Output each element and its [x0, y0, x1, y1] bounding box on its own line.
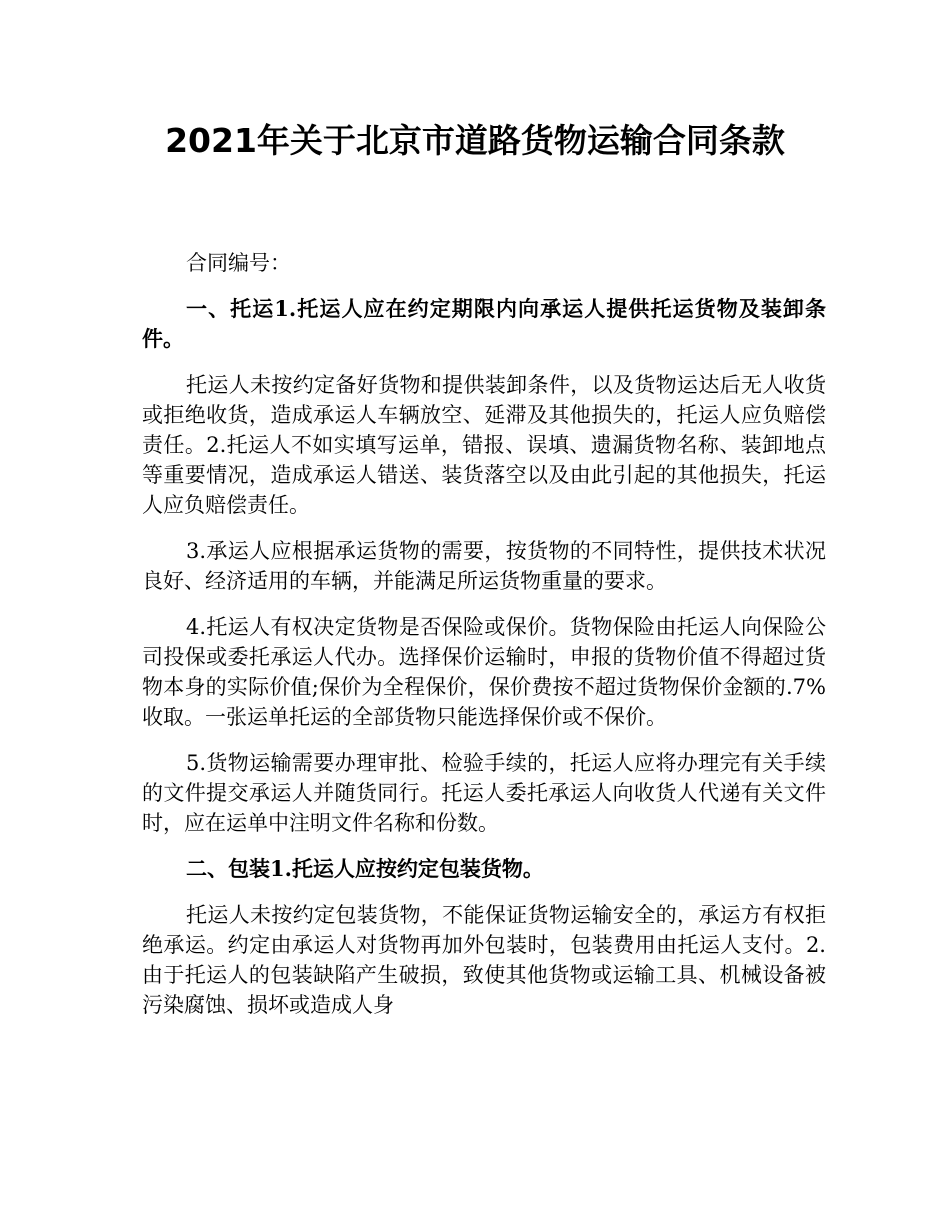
- section-heading-packaging: 二、包装1.托运人应按约定包装货物。: [186, 856, 544, 881]
- contract-number-label: 合同编号：: [186, 251, 291, 275]
- document-body: [142, 248, 826, 1036]
- section-heading-consignment: 一、托运1.托运人应在约定期限内向承运人提供托运货物及装卸条件。: [142, 296, 826, 351]
- paragraph-consignor-liability: 托运人未按约定备好货物和提供装卸条件，以及货物运达后无人收货或拒绝收货，造成承运人车辆放空、延滞及其他损失的，托运人应负赔偿责任。2.托运人不如实填写运单，错报、误填、遗漏货物名称、装卸地点等重要情况，造成承运人错送、装货落空以及由此引起的其他损失，托运人应负赔偿责任。: [142, 373, 826, 517]
- paragraph-carrier-vehicles: 3.承运人应根据承运货物的需要，按货物的不同特性，提供技术状况良好、经济适用的车辆，并能满足所运货物重量的要求。: [142, 539, 826, 593]
- paragraph-insurance: 4.托运人有权决定货物是否保险或保价。货物保险由托运人向保险公司投保或委托承运人代办。选择保价运输时，申报的货物价值不得超过货物本身的实际价值;保价为全程保价，保价费按不超过货物保价金额的.7%收取。一张运单托运的全部货物只能选择保价或不保价。: [142, 615, 826, 729]
- paragraph-packaging-liability: 托运人未按约定包装货物，不能保证货物运输安全的，承运方有权拒绝承运。约定由承运人对货物再加外包装时，包装费用由托运人支付。2.由于托运人的包装缺陷产生破损，致使其他货物或运输工具、机械设备被污染腐蚀、损坏或造成人身: [142, 903, 826, 1017]
- document-title: 2021年关于北京市道路货物运输合同条款: [165, 121, 785, 160]
- paragraph-approval-documents: 5.货物运输需要办理审批、检验手续的，托运人应将办理完有关手续的文件提交承运人并随货同行。托运人委托承运人向收货人代递有关文件时，应在运单中注明文件名称和份数。: [142, 751, 826, 835]
